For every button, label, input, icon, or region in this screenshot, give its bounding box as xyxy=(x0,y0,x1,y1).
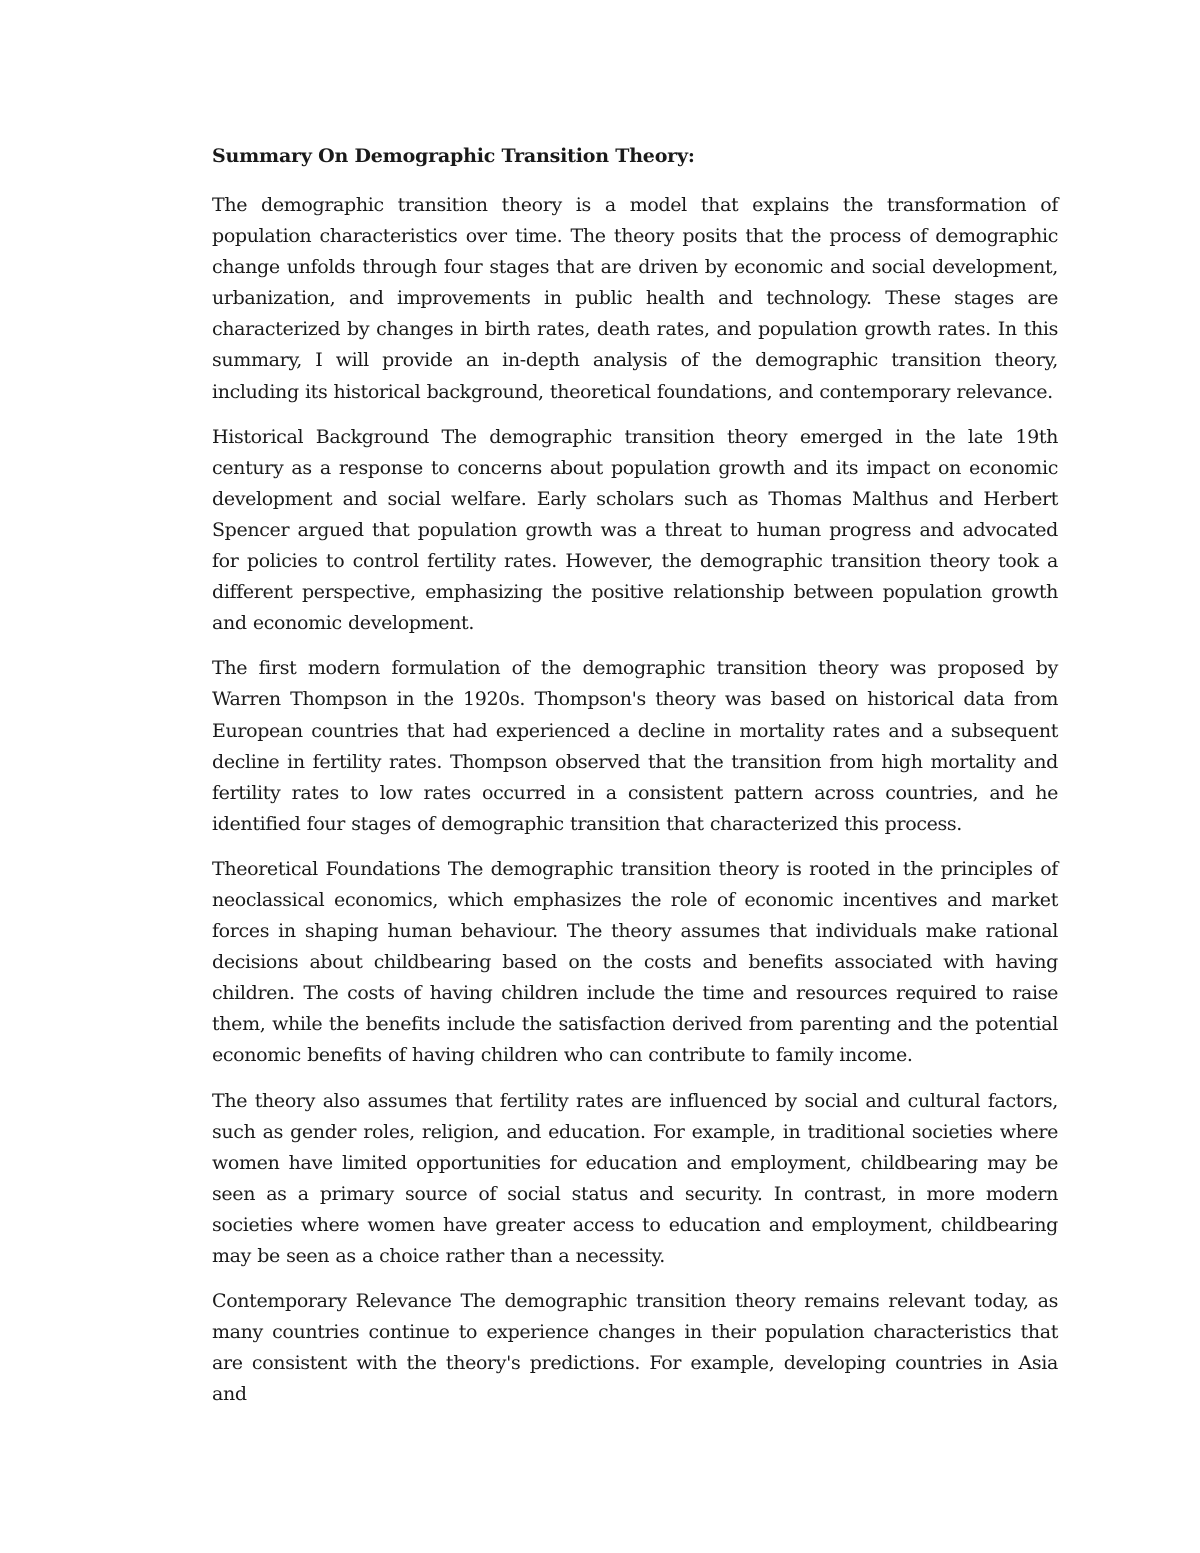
paragraph-social-cultural-factors: The theory also assumes that fertility rates are influenced by social and cultural factors, such as gender roles, religion, and education. For example, in traditional societies where women have limited opportunities for education and employment, childbearing may be seen as a primary source of social status and security. In contrast, in more modern societies where women have greater access to education and employment, childbearing may be seen as a choice rather than a necessity. xyxy=(212,1089,1058,1267)
document-page xyxy=(212,141,1058,1424)
paragraph-theoretical-foundations: Theoretical Foundations The demographic transition theory is rooted in the principles of neoclassical economics, which emphasizes the role of economic incentives and market forces in shaping human behaviour. The theory assumes that individuals make rational decisions about childbearing based on the costs and benefits associated with having children. The costs of having children include the time and resources required to raise them, while the benefits include the satisfaction derived from parenting and the potential economic benefits of having children who can contribute to family income. xyxy=(212,857,1058,1067)
paragraph-thompson-formulation: The first modern formulation of the demographic transition theory was proposed by Warren Thompson in the 1920s. Thompson's theory was based on historical data from European countries that had experienced a decline in mortality rates and a subsequent decline in fertility rates. Thompson observed that the transition from high mortality and fertility rates to low rates occurred in a consistent pattern across countries, and he identified four stages of demographic transition that characterized this process. xyxy=(212,657,1058,835)
document-title: Summary On Demographic Transition Theory: xyxy=(212,145,695,167)
paragraph-historical-background: Historical Background The demographic transition theory emerged in the late 19th century as a response to concerns about population growth and its impact on economic development and social welfare. Early scholars such as Thomas Malthus and Herbert Spencer argued that population growth was a threat to human progress and advocated for policies to control fertility rates. However, the demographic transition theory took a different perspective, emphasizing the positive relationship between population growth and economic development. xyxy=(212,425,1058,635)
paragraph-intro: The demographic transition theory is a model that explains the transformation of population characteristics over time. The theory posits that the process of demographic change unfolds through four stages that are driven by economic and social development, urbanization, and improvements in public health and technology. These stages are characterized by changes in birth rates, death rates, and population growth rates. In this summary, I will provide an in-depth analysis of the demographic transition theory, including its historical background, theoretical foundations, and contemporary relevance. xyxy=(212,194,1058,403)
paragraph-contemporary-relevance: Contemporary Relevance The demographic transition theory remains relevant today, as many countries continue to experience changes in their population characteristics that are consistent with the theory's predictions. For example, developing countries in Asia and xyxy=(212,1290,1058,1406)
